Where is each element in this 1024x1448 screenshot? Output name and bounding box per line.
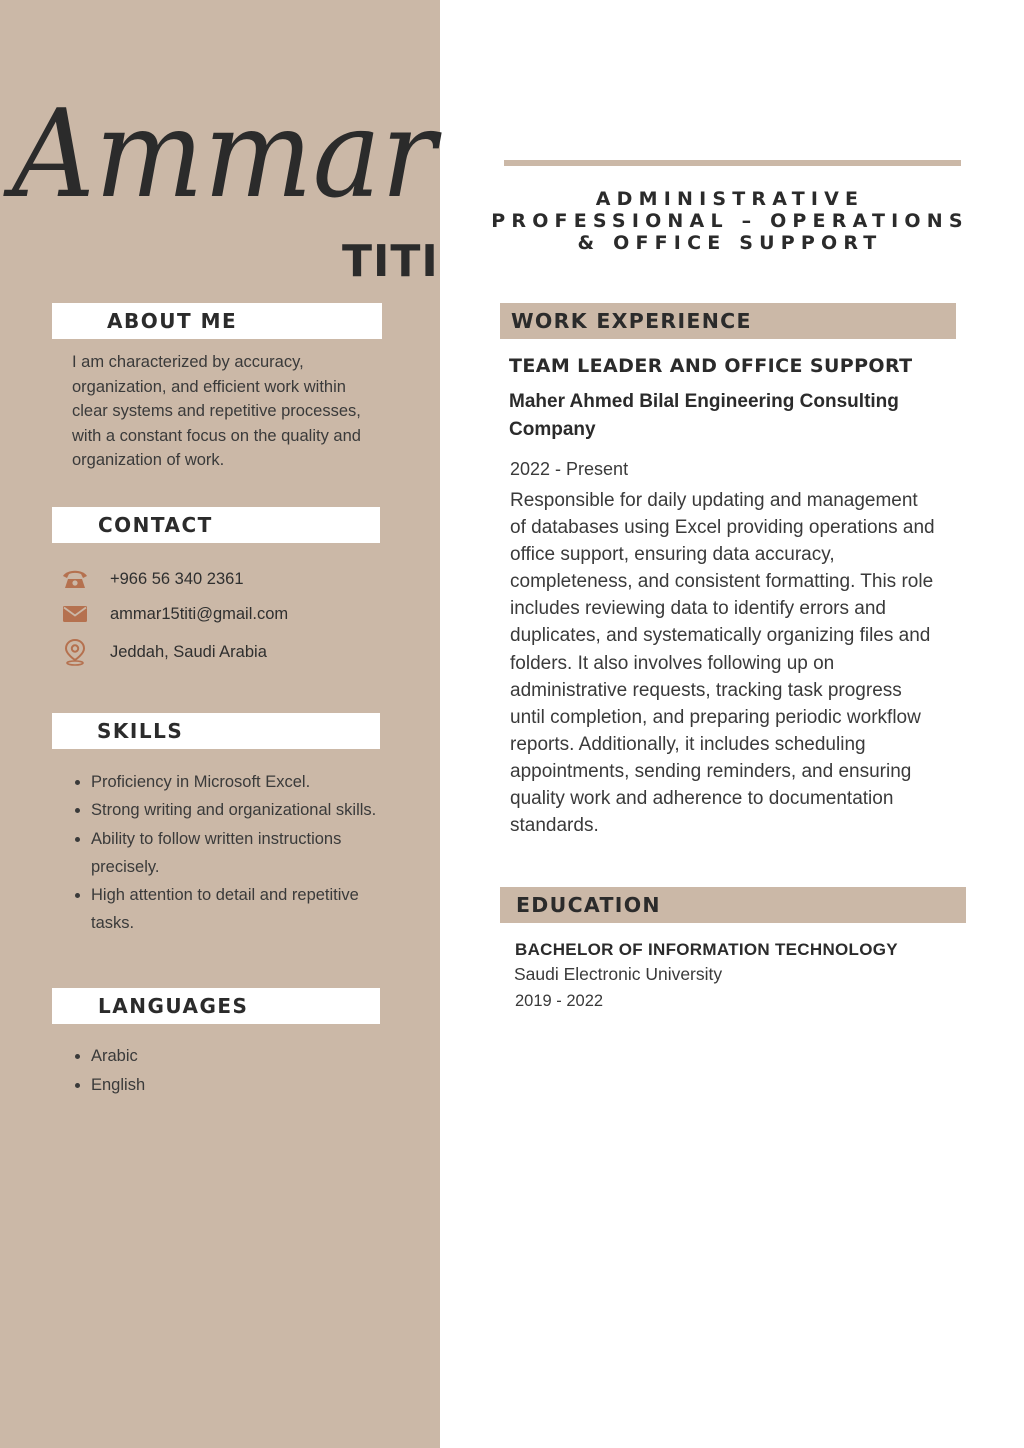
degree-title: BACHELOR OF INFORMATION TECHNOLOGY <box>515 940 898 959</box>
contact-heading: CONTACT <box>52 507 380 543</box>
work-experience-heading: WORK EXPERIENCE <box>500 303 956 339</box>
contact-phone[interactable]: +966 56 340 2361 <box>110 569 244 588</box>
languages-list <box>70 1042 391 1100</box>
skill-item: • Proficiency in Microsoft Excel. <box>91 768 391 796</box>
school-name: Saudi Electronic University <box>514 964 723 984</box>
location-pin-icon <box>60 638 90 666</box>
job-description: Responsible for daily updating and management of databases using Excel providing operations and office support, ensuring data accuracy, completeness, and consistent formatting. This role includes reviewing data to identify errors and duplicates, and systematically organizing files and folders. It also involves following up on administrative requests, tracking task progress until completion, and preparing periodic workflow reports. Additionally, it includes scheduling appointments, sending reminders, and ensuring quality work and adherence to documentation standards. <box>510 490 935 837</box>
languages-heading: LANGUAGES <box>52 988 380 1024</box>
about-text: I am characterized by accuracy, organization, and efficient work within clear systems and repetitive processes, with a constant focus on the quality and organization of work. <box>72 353 361 470</box>
language-item: • English <box>91 1071 391 1100</box>
contact-location: Jeddah, Saudi Arabia <box>110 642 267 661</box>
skills-heading: SKILLS <box>52 713 380 749</box>
mail-icon <box>60 600 90 628</box>
about-heading: ABOUT ME <box>52 303 382 339</box>
job-target-title: ADMINISTRATIVE PROFESSIONAL – OPERATIONS & OFFICE SUPPORT <box>491 188 969 254</box>
skill-item: • High attention to detail and repetitive tasks. <box>91 881 391 938</box>
language-item: • Arabic <box>91 1042 391 1071</box>
skill-item: • Strong writing and organizational skills. <box>91 796 391 824</box>
skills-list <box>70 768 391 938</box>
contact-email[interactable]: ammar15titi@gmail.com <box>110 604 289 623</box>
contact-email-row <box>60 600 288 628</box>
company-name: Maher Ahmed Bilal Engineering Consulting Company <box>509 391 899 440</box>
job-title: TEAM LEADER AND OFFICE SUPPORT <box>509 355 913 377</box>
last-name: TITI <box>342 236 439 287</box>
education-heading: EDUCATION <box>500 887 966 923</box>
header-divider <box>504 160 961 166</box>
skill-item: • Ability to follow written instructions precisely. <box>91 825 391 882</box>
phone-icon <box>60 565 90 593</box>
education-dates: 2019 - 2022 <box>515 992 604 1010</box>
job-dates: 2022 - Present <box>510 459 629 479</box>
first-name-signature <box>2 83 443 228</box>
contact-phone-row <box>60 565 244 593</box>
contact-location-row <box>60 638 267 666</box>
first-name: Ammar <box>2 83 443 225</box>
